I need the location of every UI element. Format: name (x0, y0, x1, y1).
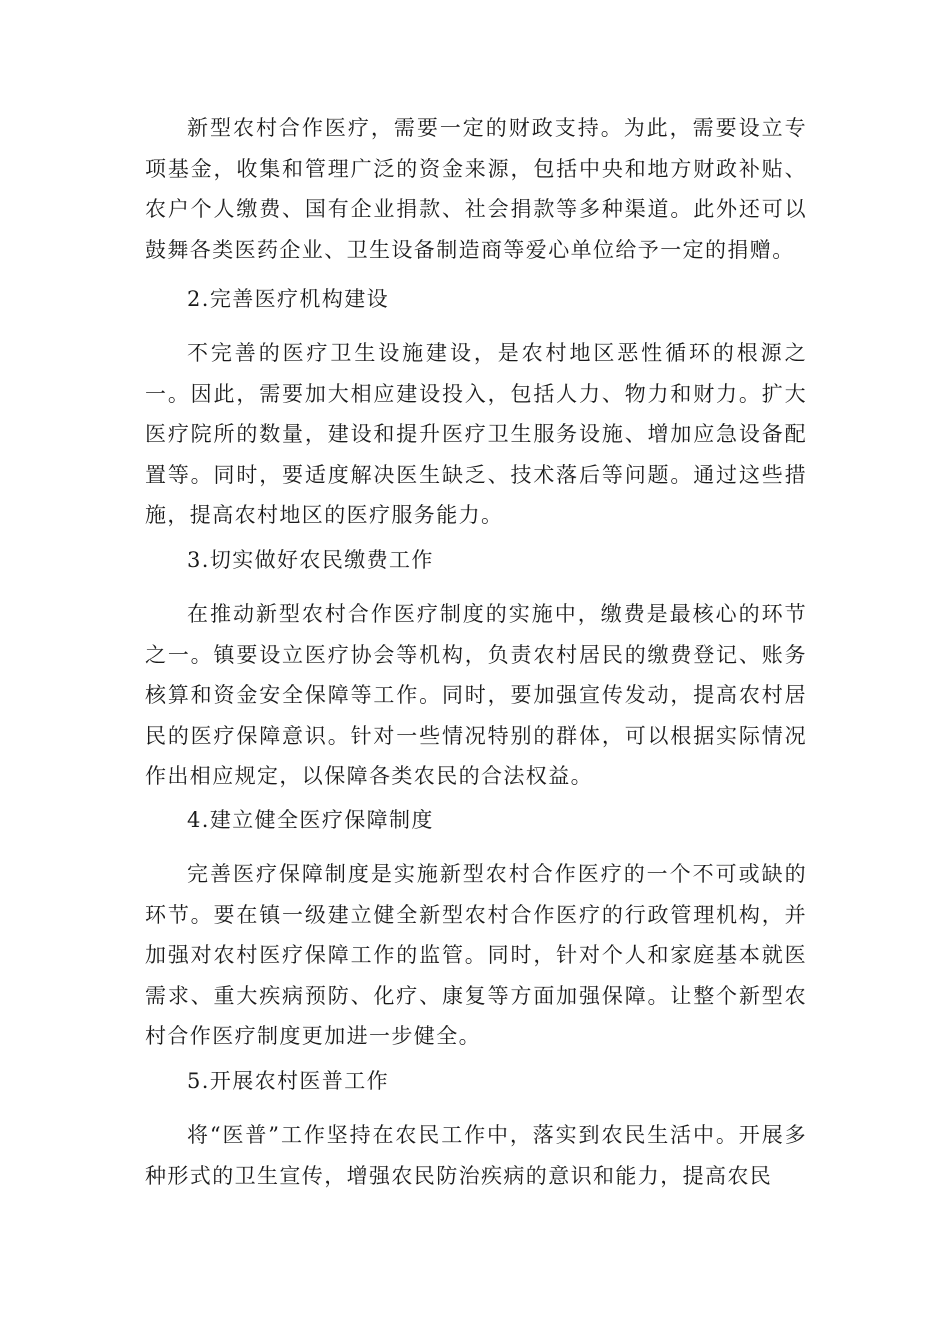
section-3 (145, 540, 807, 580)
heading-medical-popularization: 5.开展农村医普工作 (187, 1069, 390, 1093)
paragraph-funding: 新型农村合作医疗，需要一定的财政支持。为此，需要设立专项基金，收集和管理广泛的资金来源，包括中央和地方财政补贴、农户个人缴费、国有企业捐款、社会捐款等多种渠道。此外还可以鼓舞各类医药企业、卫生设备制造商等爱心单位给予一定的捐赠。 (145, 116, 807, 262)
section-5-body (145, 1115, 807, 1196)
section-1 (145, 108, 807, 270)
paragraph-medical-popularization: 将“医普”工作坚持在农民工作中，落实到农民生活中。开展多种形式的卫生宣传，增强农民防治疾病的意识和能力，提高农民 (145, 1123, 807, 1188)
paragraph-security-system: 完善医疗保障制度是实施新型农村合作医疗的一个不可或缺的环节。要在镇一级建立健全新型农村合作医疗的行政管理机构，并加强对农村医疗保障工作的监管。同时，针对个人和家庭基本就医需求、重大疾病预防、化疗、康复等方面加强保障。让整个新型农村合作医疗制度更加进一步健全。 (145, 862, 807, 1048)
section-2 (145, 279, 807, 319)
heading-security-system: 4.建立健全医疗保障制度 (187, 808, 434, 832)
paragraph-medical-institutions: 不完善的医疗卫生设施建设，是农村地区恶性循环的根源之一。因此，需要加大相应建设投入，包括人力、物力和财力。扩大医疗院所的数量，建设和提升医疗卫生服务设施、增加应急设备配置等。同时，要适度解决医生缺乏、技术落后等问题。通过这些措施，提高农村地区的医疗服务能力。 (145, 341, 807, 527)
section-3-body (145, 594, 807, 797)
paragraph-farmer-payment: 在推动新型农村合作医疗制度的实施中，缴费是最核心的环节之一。镇要设立医疗协会等机构，负责农村居民的缴费登记、账务核算和资金安全保障等工作。同时，要加强宣传发动，提高农村居民的医疗保障意识。针对一些情况特别的群体，可以根据实际情况作出相应规定，以保障各类农民的合法权益。 (145, 602, 807, 788)
section-4 (145, 800, 807, 840)
heading-medical-institutions: 2.完善医疗机构建设 (187, 287, 390, 311)
section-5 (145, 1061, 807, 1101)
section-2-body (145, 333, 807, 536)
section-4-body (145, 854, 807, 1057)
heading-farmer-payment: 3.切实做好农民缴费工作 (187, 548, 434, 572)
